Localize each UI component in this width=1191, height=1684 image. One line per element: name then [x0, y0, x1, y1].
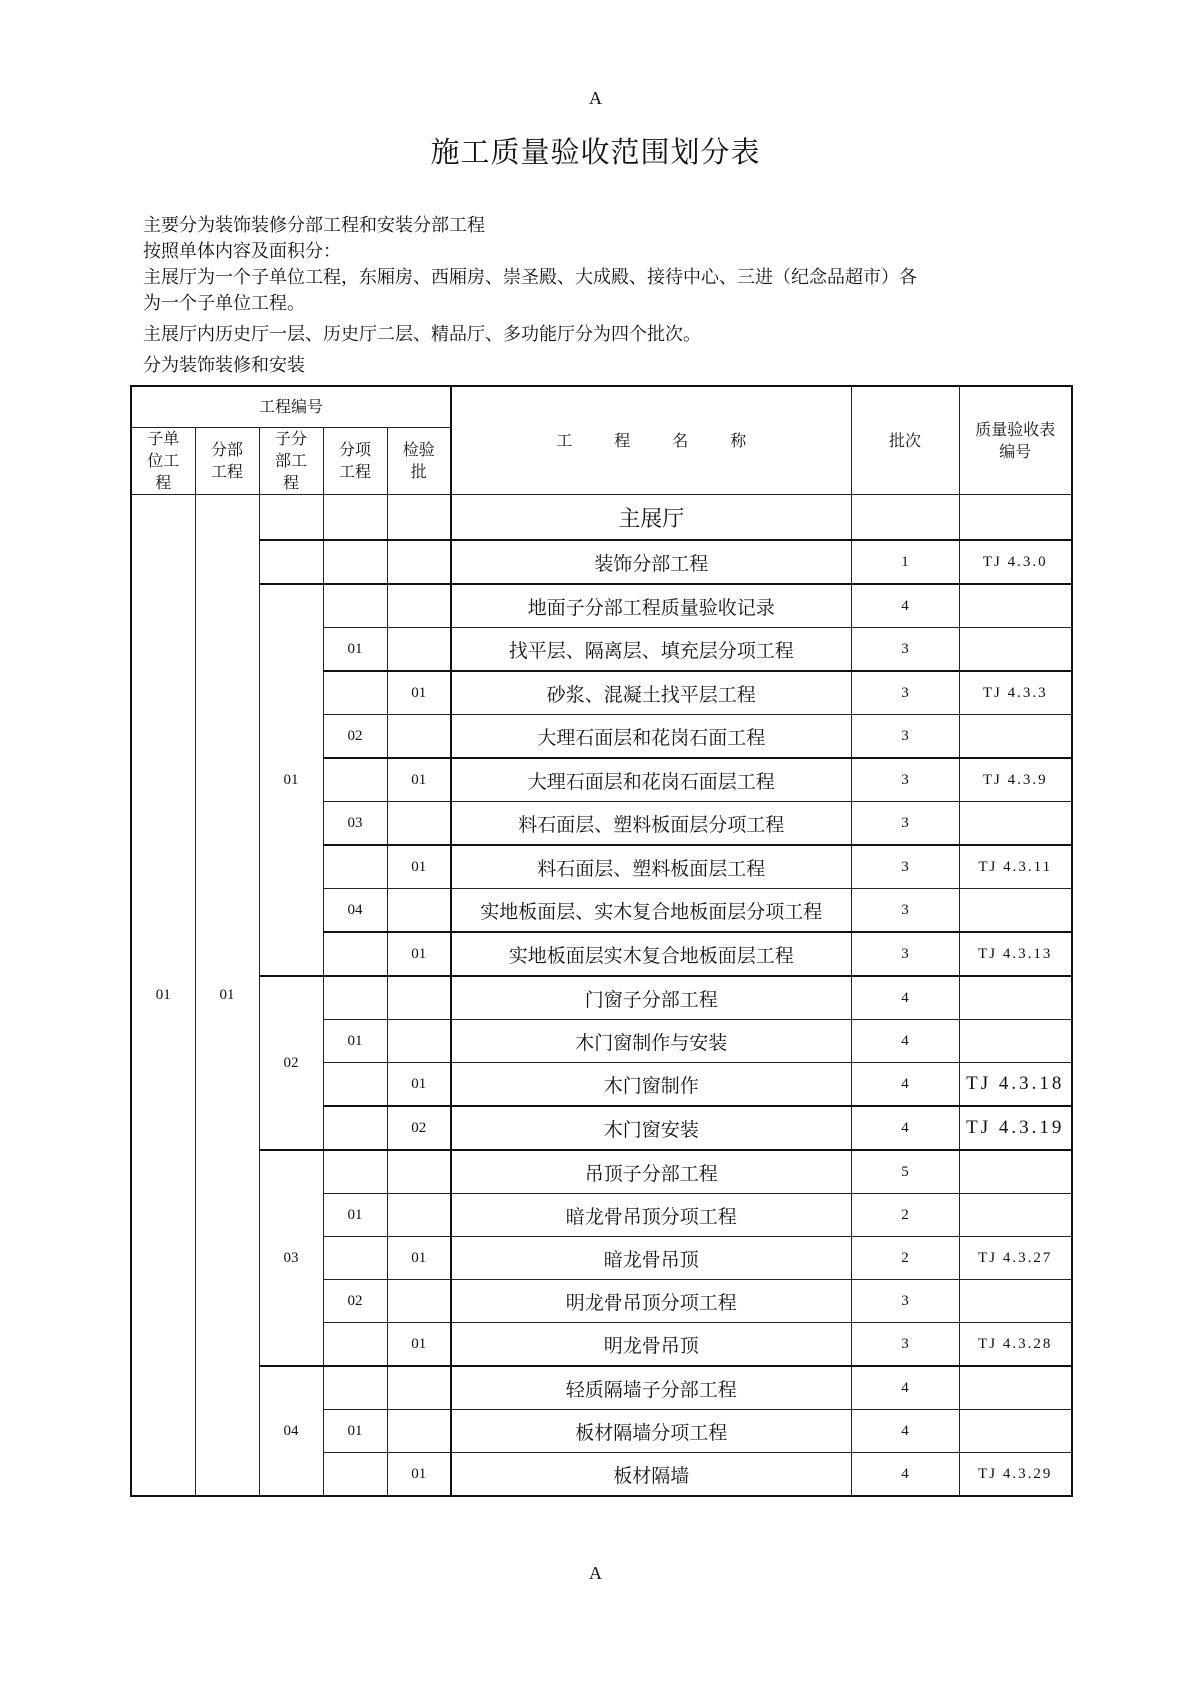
item-code-cell	[323, 1237, 387, 1280]
table-row	[131, 584, 1072, 628]
item-code-cell	[323, 932, 387, 976]
project-name-cell: 木门窗制作	[451, 1063, 851, 1107]
batch-code-cell	[387, 1150, 451, 1194]
batch-code-cell: 01	[387, 845, 451, 889]
form-number-cell: TJ 4.3.28	[959, 1323, 1072, 1367]
batch-count-cell: 4	[851, 1106, 959, 1150]
header-division-project: 分部工程	[195, 428, 259, 495]
header-item-project: 分项工程	[323, 428, 387, 495]
item-code-cell	[323, 1366, 387, 1410]
project-name-cell: 大理石面层和花岗石面工程	[451, 715, 851, 759]
batch-count-cell: 3	[851, 802, 959, 846]
batch-code-cell: 01	[387, 1323, 451, 1367]
header-batch-count: 批次	[851, 386, 959, 495]
item-code-cell	[323, 584, 387, 628]
form-number-cell	[959, 628, 1072, 672]
project-name-cell: 砂浆、混凝土找平层工程	[451, 671, 851, 715]
form-number-cell	[959, 715, 1072, 759]
batch-code-cell	[387, 540, 451, 584]
project-name-cell: 吊顶子分部工程	[451, 1150, 851, 1194]
table-row	[131, 976, 1072, 1020]
batch-count-cell: 3	[851, 671, 959, 715]
batch-count-cell: 1	[851, 540, 959, 584]
batch-count-cell: 3	[851, 715, 959, 759]
page-marker-bottom: A	[589, 1563, 602, 1583]
item-code-cell	[323, 1453, 387, 1497]
item-code-cell: 02	[323, 715, 387, 759]
batch-count-cell: 2	[851, 1237, 959, 1280]
batch-code-cell: 01	[387, 671, 451, 715]
form-number-cell	[959, 976, 1072, 1020]
table-row	[131, 540, 1072, 584]
form-number-cell: TJ 4.3.18	[959, 1063, 1072, 1107]
item-code-cell	[323, 976, 387, 1020]
item-code-cell: 03	[323, 802, 387, 846]
subdivision-code-cell	[259, 540, 323, 584]
item-code-cell	[323, 1150, 387, 1194]
batch-code-cell	[387, 976, 451, 1020]
form-number-cell	[959, 1150, 1072, 1194]
project-name-cell: 料石面层、塑料板面层分项工程	[451, 802, 851, 846]
form-number-cell: TJ 4.3.27	[959, 1237, 1072, 1280]
subdivision-code-cell: 03	[259, 1150, 323, 1366]
item-code-cell: 01	[323, 1410, 387, 1453]
subdivision-code-cell	[259, 495, 323, 541]
project-name-cell: 明龙骨吊顶分项工程	[451, 1280, 851, 1323]
table-row	[131, 1366, 1072, 1410]
item-code-cell: 04	[323, 889, 387, 933]
project-name-cell: 轻质隔墙子分部工程	[451, 1366, 851, 1410]
form-number-cell	[959, 1366, 1072, 1410]
batch-count-cell: 3	[851, 889, 959, 933]
intro-line: 为一个子单位工程。	[143, 293, 305, 314]
subdivision-code-cell: 01	[259, 584, 323, 976]
batch-code-cell	[387, 584, 451, 628]
item-code-cell: 02	[323, 1280, 387, 1323]
page-marker-top: A	[589, 88, 602, 108]
batch-count-cell: 4	[851, 1410, 959, 1453]
header-subdivision-project: 子分部工程	[259, 428, 323, 495]
batch-code-cell	[387, 1280, 451, 1323]
project-name-cell: 装饰分部工程	[451, 540, 851, 584]
item-code-cell	[323, 758, 387, 802]
project-name-cell: 地面子分部工程质量验收记录	[451, 584, 851, 628]
form-number-cell: TJ 4.3.19	[959, 1106, 1072, 1150]
form-number-cell: TJ 4.3.29	[959, 1453, 1072, 1497]
form-number-cell	[959, 889, 1072, 933]
item-code-cell	[323, 495, 387, 541]
batch-code-cell: 02	[387, 1106, 451, 1150]
batch-code-cell	[387, 1020, 451, 1063]
batch-count-cell: 3	[851, 932, 959, 976]
intro-line: 主要分为装饰装修分部工程和安装分部工程	[143, 215, 485, 236]
header-project-name: 工程名称	[451, 386, 851, 495]
form-number-cell	[959, 1020, 1072, 1063]
batch-count-cell: 3	[851, 845, 959, 889]
subdivision-code-cell: 02	[259, 976, 323, 1150]
batch-count-cell: 4	[851, 1366, 959, 1410]
item-code-cell: 01	[323, 628, 387, 672]
batch-count-cell: 4	[851, 1453, 959, 1497]
form-number-cell: TJ 4.3.13	[959, 932, 1072, 976]
batch-code-cell	[387, 802, 451, 846]
project-name-cell: 明龙骨吊顶	[451, 1323, 851, 1367]
header-form-number: 质量验收表编号	[959, 386, 1072, 495]
batch-count-cell: 2	[851, 1194, 959, 1237]
batch-code-cell	[387, 889, 451, 933]
form-number-cell	[959, 495, 1072, 541]
page-title: 施工质量验收范围划分表	[430, 135, 761, 169]
intro-line: 主展厅内历史厅一层、历史厅二层、精品厅、多功能厅分为四个批次。	[143, 324, 701, 345]
acceptance-division-table	[130, 385, 1073, 1497]
batch-count-cell: 4	[851, 1063, 959, 1107]
project-name-cell: 暗龙骨吊顶分项工程	[451, 1194, 851, 1237]
item-code-cell: 01	[323, 1020, 387, 1063]
batch-code-cell: 01	[387, 932, 451, 976]
project-name-cell: 木门窗安装	[451, 1106, 851, 1150]
item-code-cell	[323, 671, 387, 715]
intro-line: 分为装饰装修和安装	[143, 355, 305, 376]
intro-line: 按照单体内容及面积分：	[143, 241, 341, 262]
unit-code-cell: 01	[131, 495, 195, 1497]
batch-code-cell	[387, 628, 451, 672]
header-project-code-group: 工程编号	[131, 386, 451, 428]
division-code-cell: 01	[195, 495, 259, 1497]
batch-count-cell: 3	[851, 1280, 959, 1323]
batch-count-cell: 4	[851, 976, 959, 1020]
form-number-cell: TJ 4.3.0	[959, 540, 1072, 584]
table-row	[131, 1150, 1072, 1194]
project-name-cell: 实地板面层实木复合地板面层工程	[451, 932, 851, 976]
header-unit-project: 子单位工程	[131, 428, 195, 495]
batch-code-cell	[387, 495, 451, 541]
item-code-cell	[323, 540, 387, 584]
batch-count-cell: 4	[851, 584, 959, 628]
batch-code-cell: 01	[387, 1063, 451, 1107]
form-number-cell: TJ 4.3.9	[959, 758, 1072, 802]
batch-code-cell	[387, 1366, 451, 1410]
batch-count-cell	[851, 495, 959, 541]
batch-count-cell: 3	[851, 1323, 959, 1367]
project-name-cell: 板材隔墙分项工程	[451, 1410, 851, 1453]
item-code-cell	[323, 1063, 387, 1107]
project-name-cell: 暗龙骨吊顶	[451, 1237, 851, 1280]
project-name-cell: 实地板面层、实木复合地板面层分项工程	[451, 889, 851, 933]
project-name-cell: 料石面层、塑料板面层工程	[451, 845, 851, 889]
intro-line: 主展厅为一个子单位工程，东厢房、西厢房、崇圣殿、大成殿、接待中心、三进（纪念品超市）各	[143, 267, 917, 288]
form-number-cell	[959, 1280, 1072, 1323]
form-number-cell: TJ 4.3.3	[959, 671, 1072, 715]
batch-count-cell: 4	[851, 1020, 959, 1063]
project-name-cell: 找平层、隔离层、填充层分项工程	[451, 628, 851, 672]
intro-text	[143, 213, 1063, 379]
subdivision-code-cell: 04	[259, 1366, 323, 1496]
project-name-cell: 门窗子分部工程	[451, 976, 851, 1020]
project-name-cell: 板材隔墙	[451, 1453, 851, 1497]
form-number-cell	[959, 584, 1072, 628]
project-name-cell: 大理石面层和花岗石面层工程	[451, 758, 851, 802]
batch-code-cell: 01	[387, 1453, 451, 1497]
project-name-cell: 主展厅	[451, 495, 851, 541]
batch-count-cell: 3	[851, 628, 959, 672]
batch-code-cell: 01	[387, 758, 451, 802]
item-code-cell	[323, 845, 387, 889]
batch-code-cell	[387, 715, 451, 759]
batch-count-cell: 3	[851, 758, 959, 802]
form-number-cell: TJ 4.3.11	[959, 845, 1072, 889]
header-inspection-batch: 检验批	[387, 428, 451, 495]
project-name-cell: 木门窗制作与安装	[451, 1020, 851, 1063]
form-number-cell	[959, 1194, 1072, 1237]
form-number-cell	[959, 1410, 1072, 1453]
batch-code-cell: 01	[387, 1237, 451, 1280]
item-code-cell	[323, 1323, 387, 1367]
batch-code-cell	[387, 1410, 451, 1453]
table-row	[131, 495, 1072, 541]
batch-count-cell: 5	[851, 1150, 959, 1194]
item-code-cell	[323, 1106, 387, 1150]
batch-code-cell	[387, 1194, 451, 1237]
item-code-cell: 01	[323, 1194, 387, 1237]
form-number-cell	[959, 802, 1072, 846]
